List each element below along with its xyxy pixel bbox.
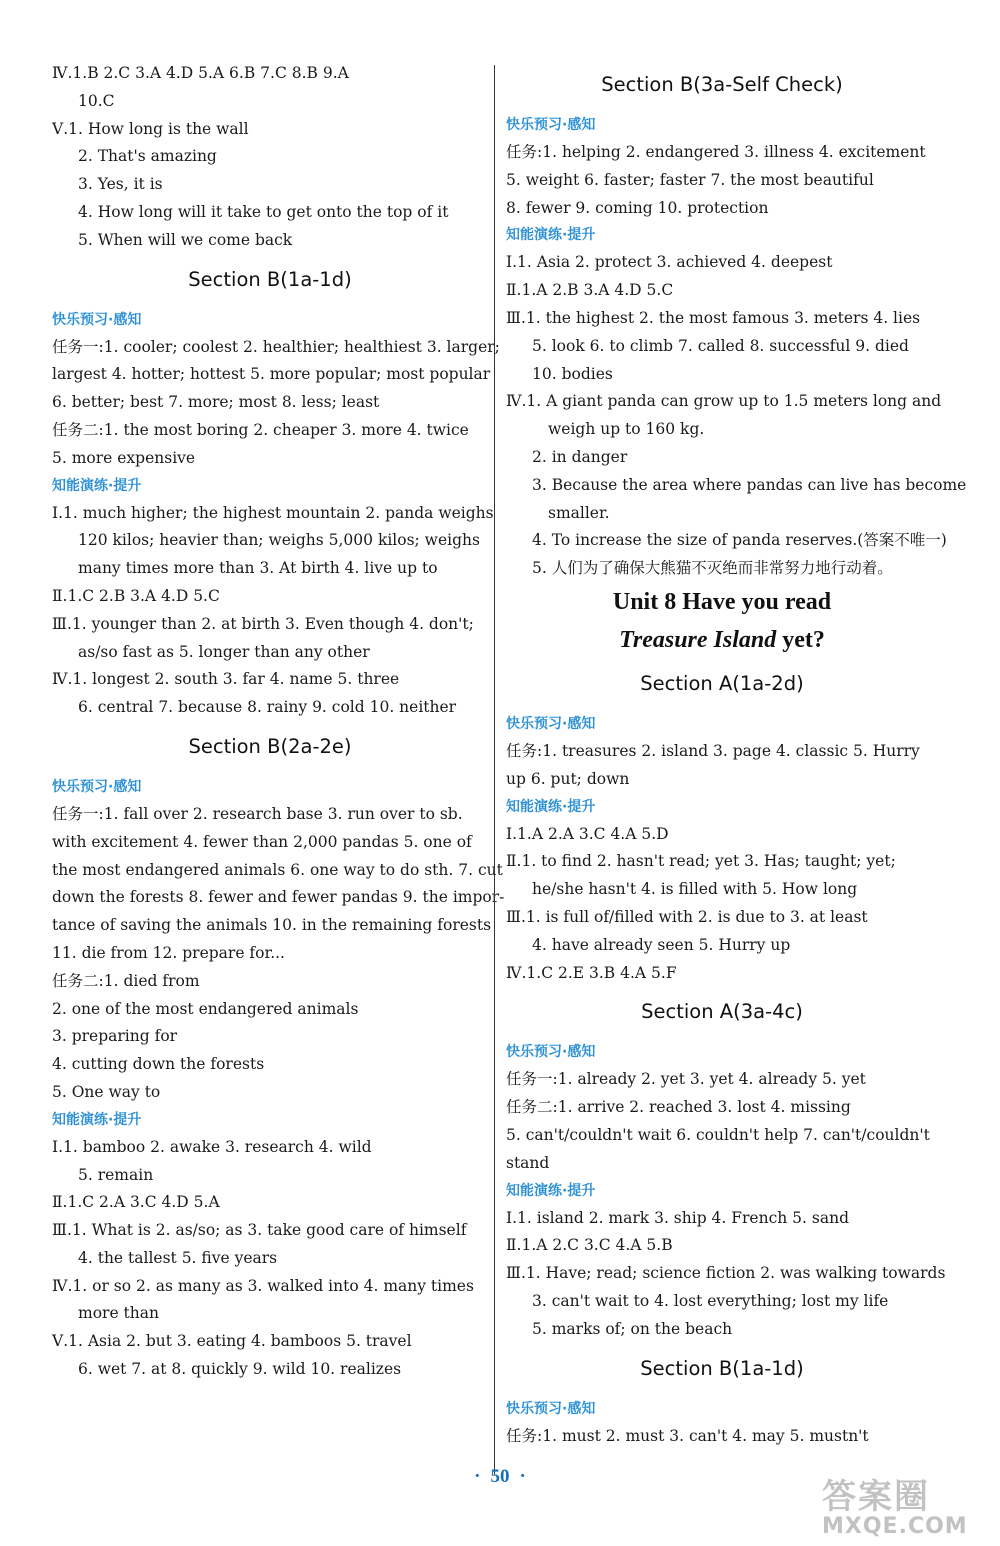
answer-line: largest 4. hotter; hottest 5. more popular; most popular — [52, 365, 491, 384]
answer-line: he/she hasn't 4. is filled with 5. How long — [532, 880, 858, 899]
answer-line: with excitement 4. fewer than 2,000 pandas 5. one of — [52, 832, 472, 851]
answer-line: 任务一:1. cooler; coolest 2. healthier; healthiest 3. larger; — [52, 337, 500, 356]
answer-line: weigh up to 160 kg. — [548, 420, 705, 439]
subsection-tag: 知能演练·提升 — [506, 1182, 596, 1199]
answer-line: as/so fast as 5. longer than any other — [78, 642, 370, 661]
answer-line: Ⅰ.1.A 2.A 3.C 4.A 5.D — [506, 824, 669, 843]
section-heading: Section A(1a-2d) — [640, 671, 804, 695]
answer-line: 4. How long will it take to get onto the top of it — [78, 202, 449, 221]
answer-line: more than — [78, 1304, 159, 1323]
answer-line: 2. one of the most endangered animals — [52, 999, 359, 1018]
answer-line: Ⅱ.1.C 2.B 3.A 4.D 5.C — [52, 586, 220, 605]
subsection-tag: 知能演练·提升 — [506, 227, 596, 244]
answer-line: 任务一:1. already 2. yet 3. yet 4. already 5. yet — [506, 1070, 866, 1089]
page-number: · 50 · — [474, 1466, 526, 1487]
answer-line: Ⅲ.1. the highest 2. the most famous 3. meters 4. lies — [506, 308, 921, 327]
answer-line: 5. 人们为了确保大熊猫不灭绝而非常努力地行动着。 — [532, 559, 893, 578]
section-heading: Section B(1a-1d) — [188, 267, 352, 291]
book-title: Treasure Island — [619, 626, 777, 653]
column-divider — [494, 65, 495, 1475]
answer-line: Ⅰ.1. bamboo 2. awake 3. research 4. wild — [52, 1137, 372, 1156]
answer-line: 4. To increase the size of panda reserves.(答案不唯一) — [532, 531, 947, 550]
answer-line: Ⅳ.1. longest 2. south 3. far 4. name 5. three — [52, 670, 400, 689]
answer-line: 5. weight 6. faster; faster 7. the most beautiful — [506, 170, 874, 189]
answer-line: Ⅲ.1. is full of/filled with 2. is due to 3. at least — [506, 907, 868, 926]
answer-line: many times more than 3. At birth 4. live up to — [78, 559, 438, 578]
subsection-tag: 快乐预习·感知 — [506, 1400, 596, 1417]
subsection-tag: 快乐预习·感知 — [506, 117, 596, 133]
answer-line: 5. One way to — [52, 1082, 161, 1101]
subsection-tag: 知能演练·提升 — [506, 798, 596, 815]
answer-line: 2. That's amazing — [78, 147, 217, 166]
answer-line: smaller. — [548, 503, 610, 522]
unit-title: Unit 8 Have you read — [612, 588, 832, 615]
subsection-tag: 知能演练·提升 — [52, 477, 142, 494]
section-heading: Section B(1a-1d) — [640, 1356, 804, 1380]
answer-line: Ⅴ.1. How long is the wall — [52, 119, 249, 138]
answer-line: Ⅰ.1. island 2. mark 3. ship 4. French 5. sand — [506, 1208, 849, 1227]
answer-line: 4. the tallest 5. five years — [78, 1248, 278, 1267]
answer-line: 4. cutting down the forests — [52, 1055, 265, 1074]
answer-line: 5. can't/couldn't wait 6. couldn't help 7. can't/couldn't — [506, 1125, 930, 1144]
subsection-tag: 快乐预习·感知 — [506, 715, 596, 732]
unit-title-continued — [506, 621, 938, 659]
answer-line: down the forests 8. fewer and fewer pandas 9. the impor- — [52, 888, 505, 907]
answer-line: Ⅰ.1. much higher; the highest mountain 2. panda weighs — [52, 503, 494, 522]
answer-line: 5. marks of; on the beach — [532, 1319, 733, 1338]
answer-line: 3. Yes, it is — [78, 175, 163, 194]
answer-line: 5. When will we come back — [78, 230, 293, 249]
answer-line: 11. die from 12. prepare for... — [52, 943, 285, 962]
right-column — [506, 60, 967, 1450]
answer-line: Ⅳ.1.B 2.C 3.A 4.D 5.A 6.B 7.C 8.B 9.A — [52, 64, 349, 82]
answer-line: Ⅲ.1. What is 2. as/so; as 3. take good care of himself — [52, 1221, 467, 1240]
answer-line: Ⅲ.1. younger than 2. at birth 3. Even though 4. don't; — [52, 614, 474, 633]
answer-line: 5. more expensive — [52, 448, 196, 467]
subsection-tag: 知能演练·提升 — [52, 1111, 142, 1128]
answer-line: 任务二:1. the most boring 2. cheaper 3. more 4. twice — [52, 420, 469, 439]
answer-line: Ⅰ.1. Asia 2. protect 3. achieved 4. deepest — [506, 253, 833, 272]
subsection-tag: 快乐预习·感知 — [506, 1044, 596, 1061]
watermark — [822, 1478, 982, 1538]
page-number-value: 50 — [490, 1466, 510, 1487]
answer-line: stand — [506, 1153, 550, 1172]
answer-line: 3. Because the area where pandas can live has become — [532, 475, 967, 494]
answer-line: 任务:1. helping 2. endangered 3. illness 4. excitement — [506, 143, 926, 161]
unit-title-tail: yet? — [776, 626, 825, 653]
answer-line: 任务:1. must 2. must 3. can't 4. may 5. mustn't — [506, 1426, 869, 1445]
answer-line: 8. fewer 9. coming 10. protection — [506, 198, 769, 217]
section-heading: Section A(3a-4c) — [641, 1000, 803, 1024]
answer-line: 6. wet 7. at 8. quickly 9. wild 10. realizes — [78, 1360, 402, 1379]
answer-line: 6. better; best 7. more; most 8. less; least — [52, 393, 380, 412]
answer-line: 2. in danger — [532, 447, 628, 466]
answer-line: Ⅲ.1. Have; read; science fiction 2. was walking towards — [506, 1264, 946, 1283]
answer-line: tance of saving the animals 10. in the remaining forests — [52, 916, 492, 935]
answer-line: 任务一:1. fall over 2. research base 3. run over to sb. — [52, 804, 463, 823]
section-heading: Section B(3a-Self Check) — [601, 73, 843, 96]
answer-line: Ⅱ.1. to find 2. hasn't read; yet 3. Has; taught; yet; — [506, 852, 896, 871]
subsection-tag: 快乐预习·感知 — [52, 311, 142, 328]
answer-line: 5. remain — [78, 1165, 154, 1184]
section-heading: Section B(2a-2e) — [188, 734, 352, 758]
answer-line: 任务二:1. died from — [52, 971, 200, 990]
answer-line: 6. central 7. because 8. rainy 9. cold 10. neither — [78, 698, 457, 717]
answer-line: 3. can't wait to 4. lost everything; lost my life — [532, 1291, 889, 1310]
answer-line: Ⅳ.1. or so 2. as many as 3. walked into 4. many times — [52, 1276, 474, 1295]
watermark-logo: 答案圈 — [822, 1477, 930, 1517]
answer-line: 120 kilos; heavier than; weighs 5,000 kilos; weighs — [78, 531, 480, 550]
answer-line: Ⅱ.1.A 2.C 3.C 4.A 5.B — [506, 1236, 673, 1255]
answer-line: Ⅳ.1. A giant panda can grow up to 1.5 meters long and — [506, 392, 942, 411]
left-column — [52, 60, 505, 1384]
watermark-url: MXQE.COM — [822, 1514, 968, 1539]
answer-line: the most endangered animals 6. one way to do sth. 7. cut — [52, 860, 503, 879]
answer-line: Ⅱ.1.A 2.B 3.A 4.D 5.C — [506, 281, 674, 300]
answer-line: 任务:1. treasures 2. island 3. page 4. classic 5. Hurry — [506, 741, 920, 760]
answer-line: 任务二:1. arrive 2. reached 3. lost 4. missing — [506, 1098, 851, 1117]
answer-line: 4. have already seen 5. Hurry up — [532, 935, 791, 954]
answer-line: Ⅱ.1.C 2.A 3.C 4.D 5.A — [52, 1193, 220, 1212]
answer-line: up 6. put; down — [506, 769, 630, 788]
answer-line: 5. look 6. to climb 7. called 8. successful 9. died — [532, 336, 909, 355]
answer-line: 10. bodies — [532, 364, 613, 383]
answer-line: Ⅳ.1.C 2.E 3.B 4.A 5.F — [506, 963, 677, 982]
answer-line: 10.C — [78, 91, 115, 110]
answer-line: 3. preparing for — [52, 1027, 178, 1046]
answer-line: Ⅴ.1. Asia 2. but 3. eating 4. bamboos 5. travel — [52, 1332, 412, 1351]
subsection-tag: 快乐预习·感知 — [52, 778, 142, 795]
